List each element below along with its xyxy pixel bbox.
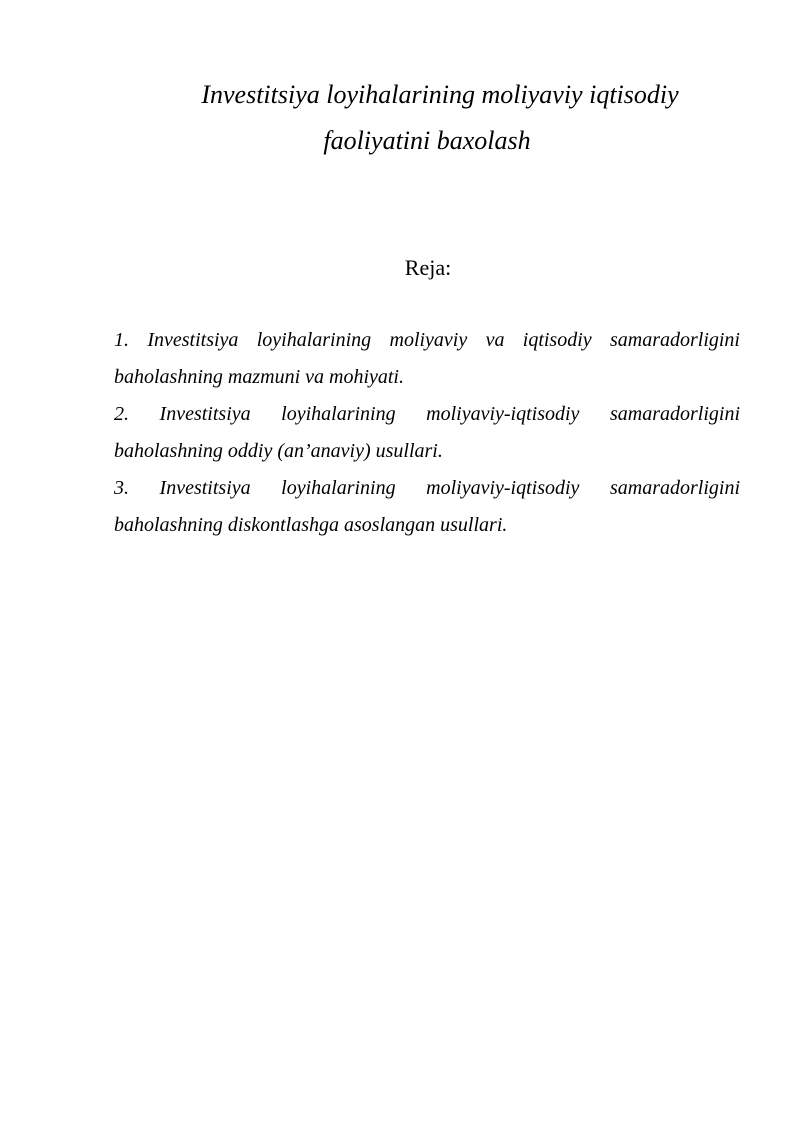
plan-item-3: 3. Investitsiya loyihalarining moliyaviy-iqtisodiy samaradorligini baholashning diskontlashga asoslangan usullari. <box>114 477 740 536</box>
plan-item-2: 2. Investitsiya loyihalarining moliyaviy-iqtisodiy samaradorligini baholashning oddiy (an’anaviy) usullari. <box>114 403 740 462</box>
plan-heading: Reja: <box>404 255 452 280</box>
plan-list <box>114 322 740 544</box>
document-title-line-2: faoliyatini baxolash <box>323 126 531 155</box>
document-title-line-1: Investitsiya loyihalarining moliyaviy iqtisodiy <box>201 80 679 109</box>
plan-item-1: 1. Investitsiya loyihalarining moliyaviy va iqtisodiy samaradorligini baholashning mazmuni va mohiyati. <box>114 329 740 388</box>
